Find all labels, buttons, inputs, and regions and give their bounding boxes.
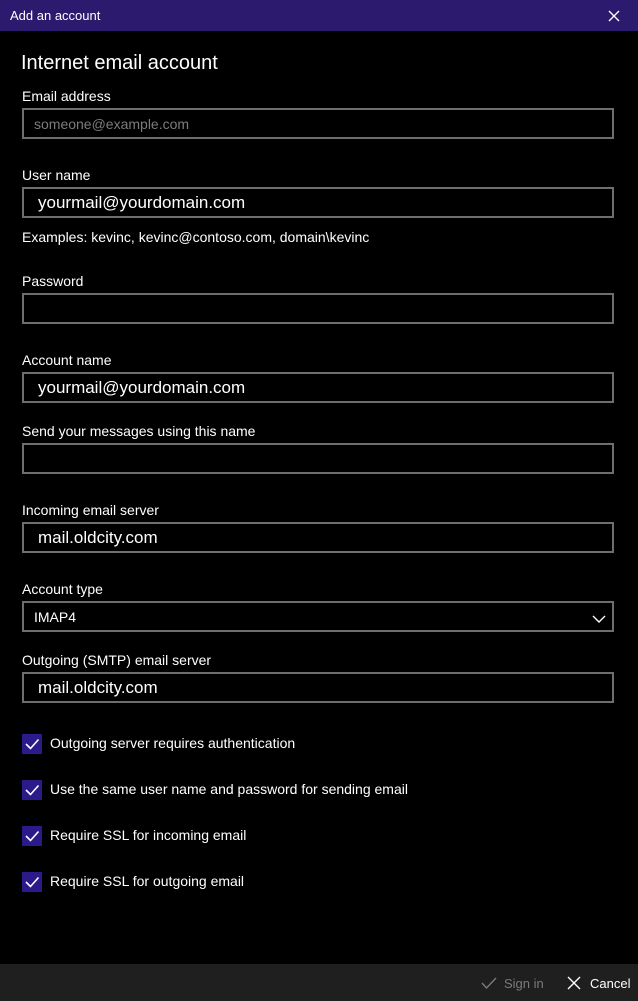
incoming-server-label: Incoming email server bbox=[22, 502, 159, 518]
username-label: User name bbox=[22, 167, 91, 183]
page-title: Internet email account bbox=[21, 52, 218, 74]
send-name-field[interactable] bbox=[22, 443, 614, 474]
checkbox-checked-icon bbox=[22, 734, 42, 754]
account-name-label: Account name bbox=[22, 352, 112, 368]
account-type-label: Account type bbox=[22, 581, 103, 597]
checkmark-icon bbox=[481, 976, 497, 990]
password-label: Password bbox=[22, 273, 84, 289]
chevron-down-icon bbox=[592, 611, 606, 621]
email-label: Email address bbox=[22, 88, 111, 104]
cancel-button[interactable] bbox=[566, 964, 630, 1001]
account-type-select[interactable] bbox=[22, 601, 614, 632]
password-field[interactable] bbox=[22, 293, 614, 324]
checkbox-checked-icon bbox=[22, 826, 42, 846]
username-hint: Examples: kevinc, kevinc@contoso.com, domain\kevinc bbox=[22, 229, 370, 245]
checkbox-checked-icon bbox=[22, 780, 42, 800]
username-field[interactable] bbox=[22, 187, 614, 218]
close-icon bbox=[566, 976, 582, 990]
checkbox-label: Require SSL for outgoing email bbox=[50, 873, 245, 889]
send-name-label: Send your messages using this name bbox=[22, 423, 256, 439]
checkbox-checked-icon bbox=[22, 872, 42, 892]
window-title: Add an account bbox=[10, 8, 101, 23]
sign-in-button[interactable] bbox=[481, 964, 551, 1001]
outgoing-server-label: Outgoing (SMTP) email server bbox=[22, 652, 212, 668]
title-bar bbox=[0, 0, 638, 31]
cancel-label: Cancel bbox=[590, 976, 631, 991]
incoming-server-field[interactable] bbox=[22, 522, 614, 553]
checkbox-label: Use the same user name and password for sending email bbox=[50, 781, 408, 797]
checkbox-label: Outgoing server requires authentication bbox=[50, 735, 296, 751]
outgoing-server-field[interactable] bbox=[22, 672, 614, 703]
close-icon[interactable] bbox=[604, 6, 624, 26]
account-type-value: IMAP4 bbox=[34, 609, 77, 625]
footer-bar bbox=[0, 964, 638, 1001]
email-field[interactable] bbox=[22, 108, 614, 139]
checkbox-label: Require SSL for incoming email bbox=[50, 827, 247, 843]
sign-in-label: Sign in bbox=[504, 976, 544, 991]
account-name-field[interactable] bbox=[22, 372, 614, 403]
